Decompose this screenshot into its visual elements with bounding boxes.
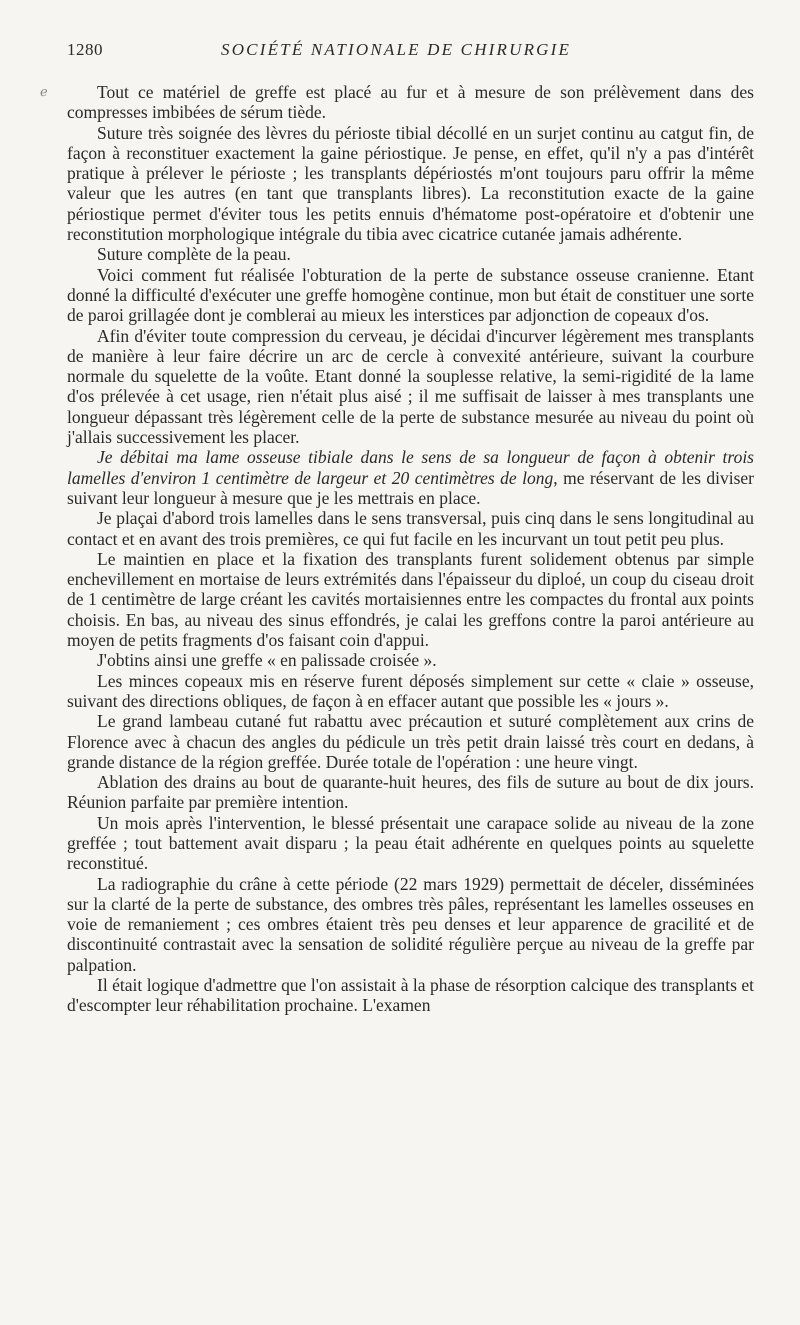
paragraph-5 xyxy=(67,326,754,448)
paragraph-text: Les minces copeaux mis en réserve furent déposés simplement sur cette « claie » osseuse, suivant des directions obliques, de façon à en effacer autant que possible les « jours ». xyxy=(67,670,754,711)
paragraph-text: Tout ce matériel de greffe est placé au fur et à mesure de son prélèvement dans des compresses imbibées de sérum tiède. xyxy=(67,82,754,123)
paragraph-7 xyxy=(67,508,754,549)
paragraph-8 xyxy=(67,549,754,650)
paragraph-2 xyxy=(67,123,754,245)
paragraph-text: La radiographie du crâne à cette période (22 mars 1929) permettait de déceler, disséminées sur la clarté de la perte de substance, des ombres très pâles, représentant les lamelles osseuses en voie de remaniement ; ces ombres étaient très peu denses et leur apparence de gracilité et de discontinuité contrastait avec la sensation de solidité régulière perçue au niveau de la greffe par palpation. xyxy=(67,873,754,975)
paragraph-text: Afin d'éviter toute compression du cerveau, je décidai d'incurver légèrement mes transplants de manière à leur faire décrire un arc de cercle à convexité antérieure, suivant la courbure normale du squelette de la voûte. Etant donné la souplesse relative, la semi-rigidité de la lame d'os prélevée à cet usage, rien n'était plus aisé ; il me suffisait de laisser à mes transplants une longueur dépassant très légèrement celle de la perte de substance mesurée au niveau du point où j'allais successivement les placer. xyxy=(67,325,754,448)
paragraph-4 xyxy=(67,265,754,326)
running-head xyxy=(67,40,754,70)
page-number: 1280 xyxy=(67,40,103,59)
paragraph-14 xyxy=(67,874,754,975)
paragraph-text: Suture très soignée des lèvres du périoste tibial décollé en un surjet continu au catgut fin, de façon à reconstituer exactement la gaine périostique. Je pense, en effet, qu'il n'y a pas d'intérêt pratique à prélever le périoste ; les transplants dépériostés m'ont toujours paru offrir la même valeur que les autres (en tant que transplants libres). La reconstitution exacte de la gaine périostique permet d'éviter tous les petits ennuis d'hématome post-opératoire et d'obtenir une reconstitution morphologique intégrale du tibia avec cicatrice cutanée jamais adhérente. xyxy=(67,122,754,245)
paragraph-3 xyxy=(67,244,754,264)
paragraph-9 xyxy=(67,650,754,670)
paragraph-text: Il était logique d'admettre que l'on assistait à la phase de résorption calcique des transplants et d'escompter leur réhabilitation prochaine. L'examen xyxy=(67,975,754,1016)
paragraph-text: Le maintien en place et la fixation des transplants furent solidement obtenus par simple enchevillement en mortaise de leurs extrémités dans l'épaisseur du diploé, un coup du ciseau droit de 1 centimètre de large créant les cavités mortaisiennes entre les compactes du frontal aux points choisis. En bas, au niveau des sinus effondrés, je calai les greffons contre la paroi antérieure au moyen de petits fragments d'os faisant coin d'appui. xyxy=(67,548,754,651)
paragraph-12 xyxy=(67,772,754,813)
paragraph-text: Je plaçai d'abord trois lamelles dans le sens transversal, puis cinq dans le sens longitudinal au contact et en avant des trois premières, ce qui fut facile en les incurvant un tout petit peu plus. xyxy=(67,508,754,549)
paragraph-text: Ablation des drains au bout de quarante-huit heures, des fils de suture au bout de dix jours. Réunion parfaite par première intention. xyxy=(67,772,754,813)
journal-title: SOCIÉTÉ NATIONALE DE CHIRURGIE xyxy=(221,40,572,59)
paragraph-text: Suture complète de la peau. xyxy=(97,244,291,265)
paragraph-text: J'obtins ainsi une greffe « en palissade croisée ». xyxy=(97,650,437,671)
paragraph-1 xyxy=(67,82,754,123)
paragraph-15 xyxy=(67,975,754,1016)
paragraph-10 xyxy=(67,671,754,712)
paragraph-6 xyxy=(67,447,754,508)
paragraph-text: Voici comment fut réalisée l'obturation de la perte de substance osseuse cranienne. Etant donné la difficulté d'exécuter une greffe homogène continue, mon but était de constituer une sorte de paroi grillagée dont je comblerai au mieux les interstices par adjonction de copeaux d'os. xyxy=(67,264,754,326)
paragraph-text: , me réservant de les diviser suivant leur longueur à mesure que je les mettrais en place. xyxy=(67,467,754,508)
body-text xyxy=(67,82,754,1016)
paragraph-italic-text: Je débitai ma lame osseuse tibiale dans le sens de sa longueur de façon à obtenir trois lamelles d'environ 1 centimètre de largeur et 20 centimètres de long xyxy=(67,447,754,488)
paragraph-11 xyxy=(67,711,754,772)
margin-mark: ℯ xyxy=(40,84,48,99)
paragraph-text: Le grand lambeau cutané fut rabattu avec précaution et suturé complètement aux crins de Florence avec à chacun des angles du pédicule un très petit drain laissé très court en dedans, à grande distance de la région greffée. Durée totale de l'opération : une heure vingt. xyxy=(67,711,754,772)
paragraph-text: Un mois après l'intervention, le blessé présentait une carapace solide au niveau de la zone greffée ; tout battement avait disparu ; la peau était adhérente en quelques points au squelette reconstitué. xyxy=(67,812,754,874)
paragraph-13 xyxy=(67,813,754,874)
